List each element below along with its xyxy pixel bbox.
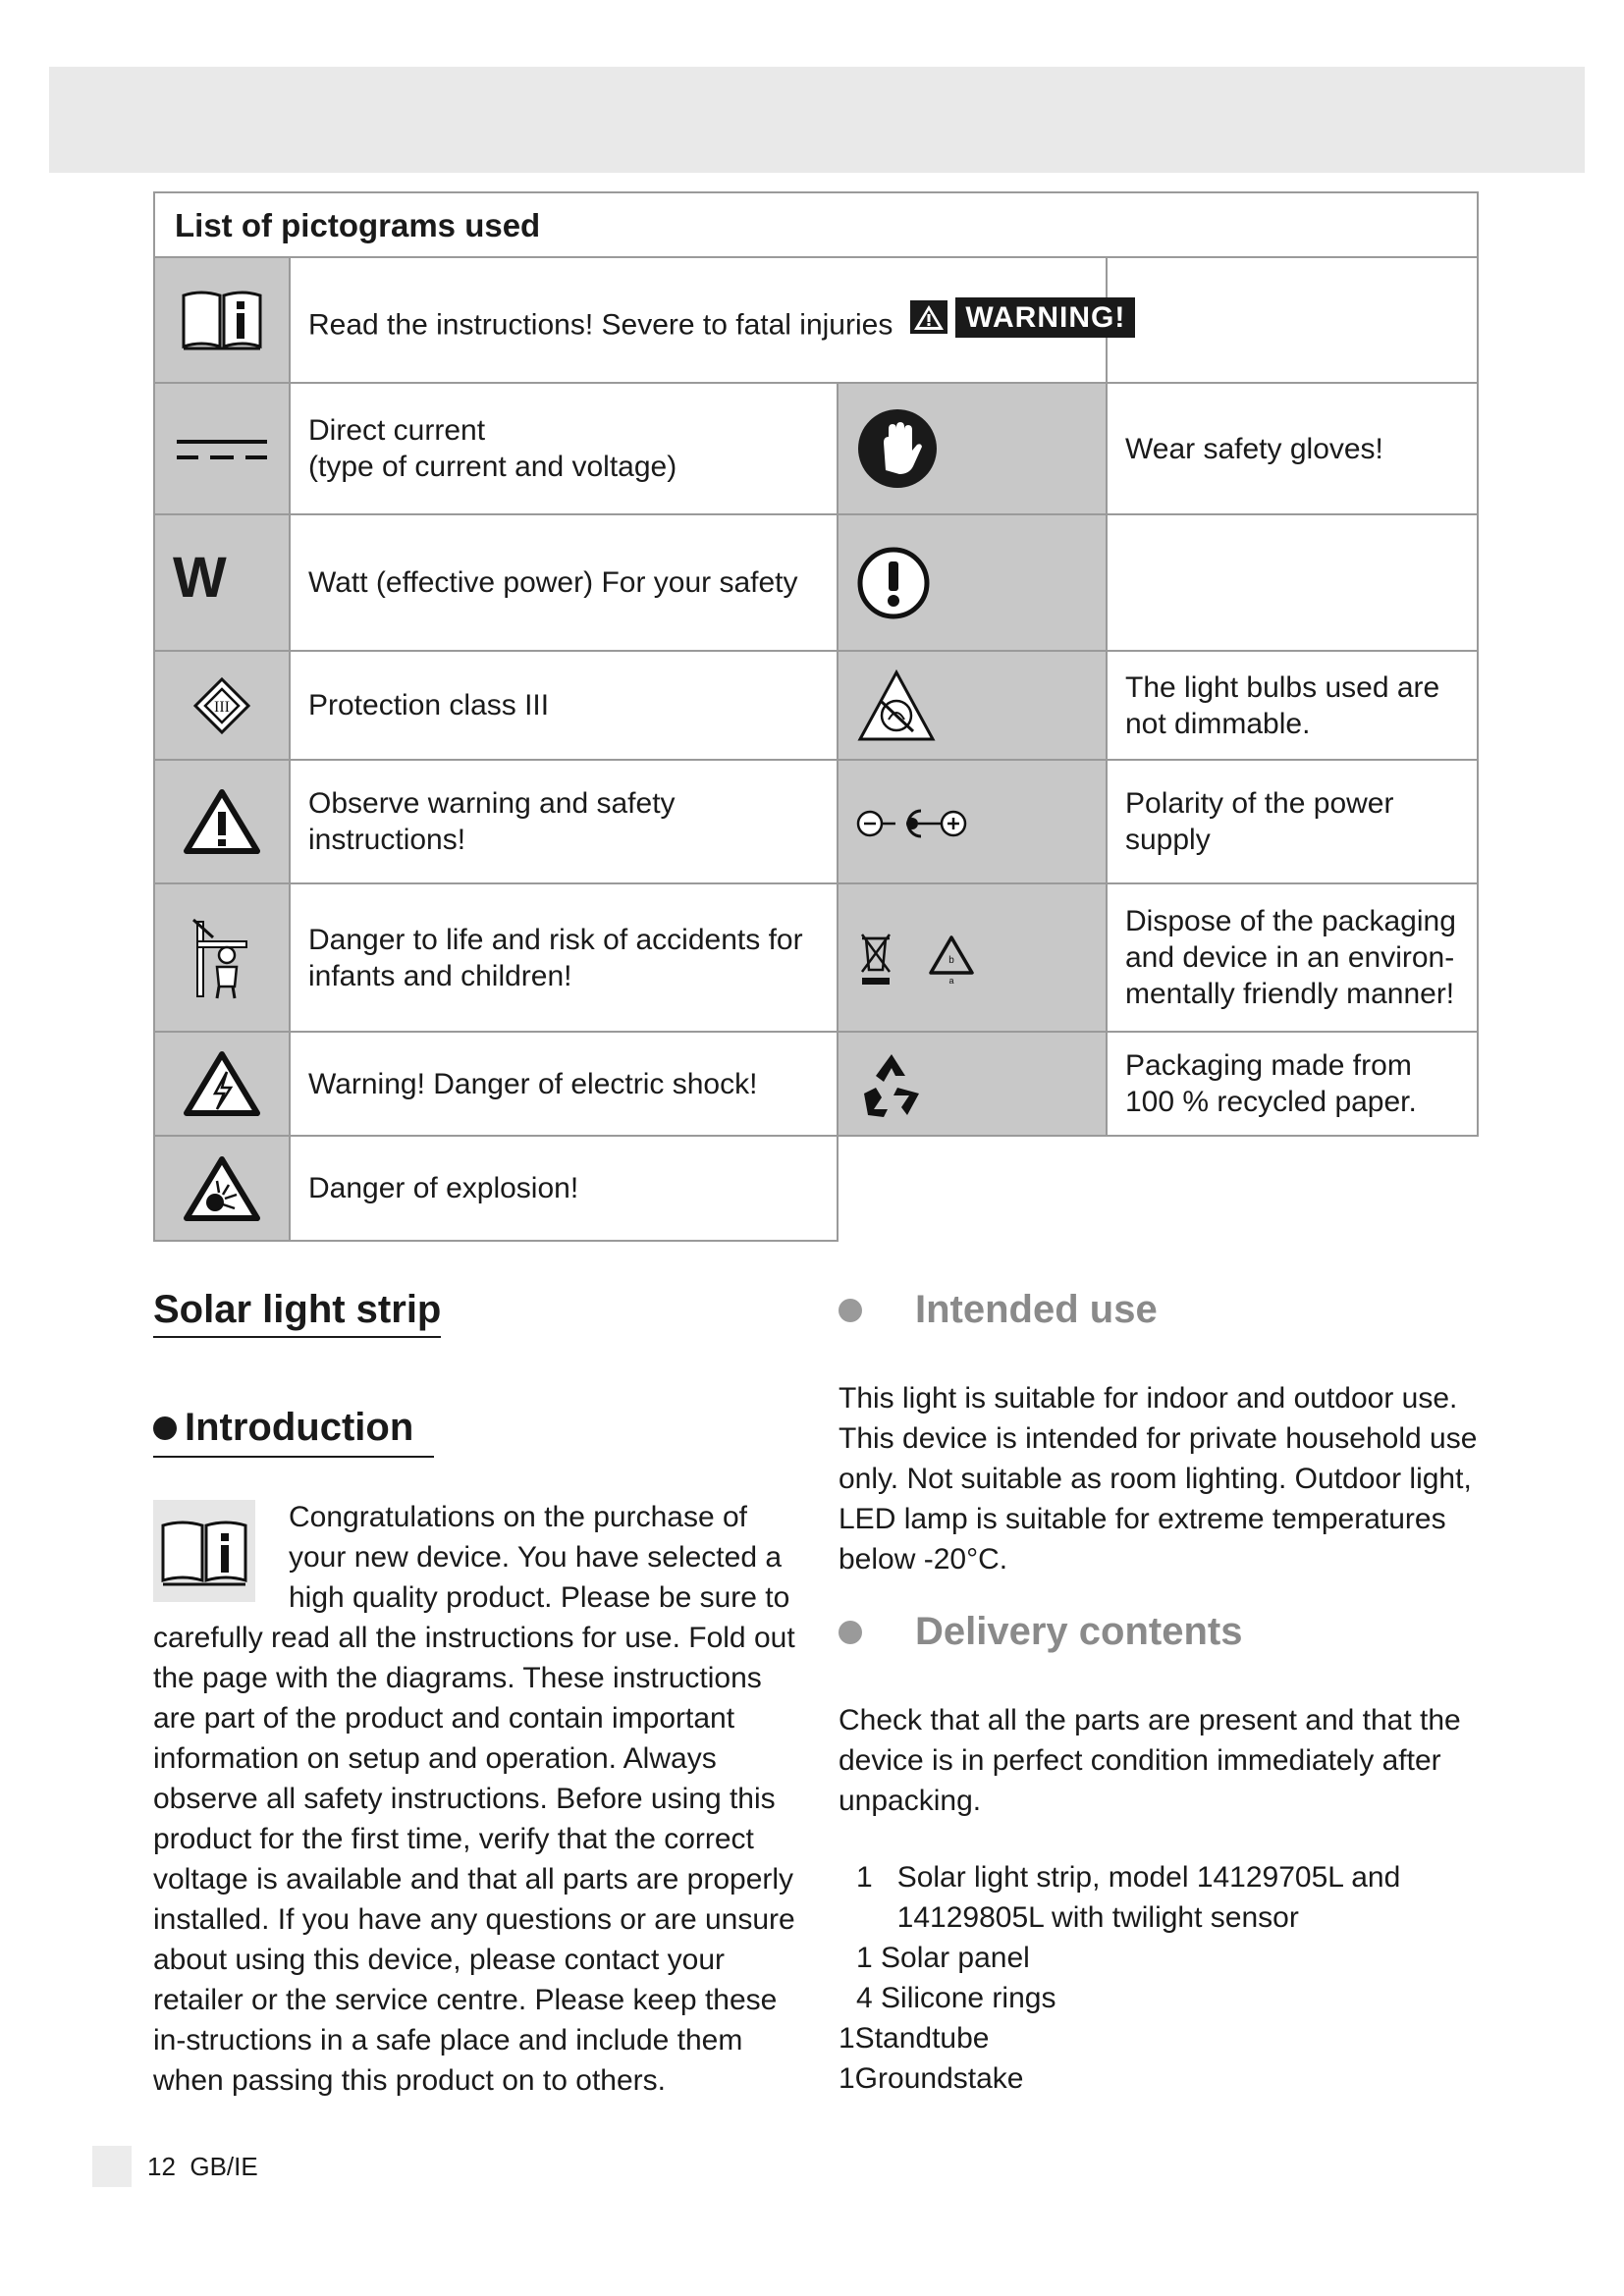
introduction-heading: Introduction	[153, 1406, 434, 1458]
warning-triangle-icon	[910, 300, 947, 334]
main-title: Solar light strip	[153, 1288, 441, 1338]
table-title: List of pictograms used	[154, 192, 1478, 257]
book-info-icon	[154, 257, 290, 383]
footer-marker	[92, 2146, 132, 2187]
list-item: 1 Solar panel	[856, 1942, 1030, 1974]
not-dimmable-text: The light bulbs used are not dimmable.	[1107, 651, 1478, 760]
wear-gloves-text: Wear safety gloves!	[1107, 383, 1478, 514]
polarity-icon	[838, 760, 1107, 883]
warning-label: WARNING!	[955, 297, 1135, 338]
child-danger-icon	[154, 883, 290, 1032]
list-item: 14129805L with twilight sensor	[856, 1901, 1299, 1934]
dispose-text: Dispose of the packaging and device in an environ-mentally friendly manner!	[1107, 883, 1478, 1032]
safety-gloves-icon	[838, 383, 1107, 514]
bullet-icon	[839, 1299, 862, 1322]
delivery-list	[839, 1857, 1400, 2099]
severe-injuries-text: Severe to fatal injuries	[601, 308, 893, 342]
page-number: 12 GB/IE	[147, 2152, 258, 2181]
bullet-icon	[839, 1621, 862, 1644]
for-your-safety-text: For your safety	[601, 566, 798, 599]
not-dimmable-icon	[838, 651, 1107, 760]
direct-current-text: Direct current (type of current and voltage)	[290, 383, 838, 514]
protection-class-text: Protection class III	[290, 651, 838, 760]
pictogram-table	[153, 191, 1479, 1242]
header-bar	[49, 67, 1585, 173]
intended-use-text: This light is suitable for indoor and outdoor use. This device is intended for private household use only. Not suitable as room lighting. Outdoor light, LED lamp is suitable for extreme temperatures below -20°C.	[839, 1382, 1478, 1575]
list-item: 4 Silicone rings	[856, 1982, 1056, 2014]
direct-current-icon	[154, 383, 290, 514]
introduction-text: Congratulations on the purchase of your new device. You have selected a high quality product. Please be sure to carefully read all the instructions for use. Fold out the page with the diagrams. These instructions are part of the product and contain important information on setup and operation. Always observe all safety instructions. Before using this product for the first time, verify that the correct voltage is available and that all parts are properly installed. If you have any questions or are unsure about using this device, please contact your retailer or the service centre. Please keep these in-structions in a safe place and include them when passing this product on to others.	[153, 1501, 795, 2097]
recycle-triangle-icon	[925, 932, 978, 985]
danger-children-text: Danger to life and risk of accidents for infants and children!	[290, 883, 838, 1032]
svg-text:III: III	[214, 698, 230, 716]
delivery-contents-heading: Delivery contents	[839, 1610, 1242, 1654]
read-instructions-text: Read the instructions!	[308, 308, 594, 342]
bullet-icon	[153, 1416, 177, 1440]
observe-warning-text: Observe warning and safety instructions!	[290, 760, 838, 883]
svg-text:b: b	[948, 954, 955, 966]
wheelie-bin-crossed-icon	[856, 929, 895, 988]
explosion-text: Danger of explosion!	[290, 1136, 838, 1241]
polarity-text: Polarity of the power supply	[1107, 760, 1478, 883]
list-item: 1 Solar light strip, model 14129705L and	[856, 1861, 1401, 1894]
watt-symbol: W	[173, 546, 227, 610]
explosion-icon	[154, 1136, 290, 1241]
list-item: 1Groundstake	[839, 2062, 1024, 2095]
watt-icon	[154, 514, 290, 651]
protection-class-icon	[154, 651, 290, 760]
svg-text:a: a	[948, 975, 954, 985]
list-item: 1Standtube	[839, 2022, 990, 2055]
watt-text: Watt (effective power)	[308, 566, 594, 599]
recycled-text: Packaging made from 100 % recycled paper.	[1107, 1032, 1478, 1136]
electric-shock-icon	[154, 1032, 290, 1136]
recycled-paper-icon	[838, 1032, 1107, 1136]
warning-triangle-icon	[154, 760, 290, 883]
intended-use-heading: Intended use	[839, 1288, 1158, 1332]
exclamation-icon	[838, 514, 1107, 651]
electric-shock-text: Warning! Danger of electric shock!	[290, 1032, 838, 1136]
delivery-contents-text: Check that all the parts are present and that the device is in perfect condition immediately after unpacking.	[839, 1704, 1461, 1817]
